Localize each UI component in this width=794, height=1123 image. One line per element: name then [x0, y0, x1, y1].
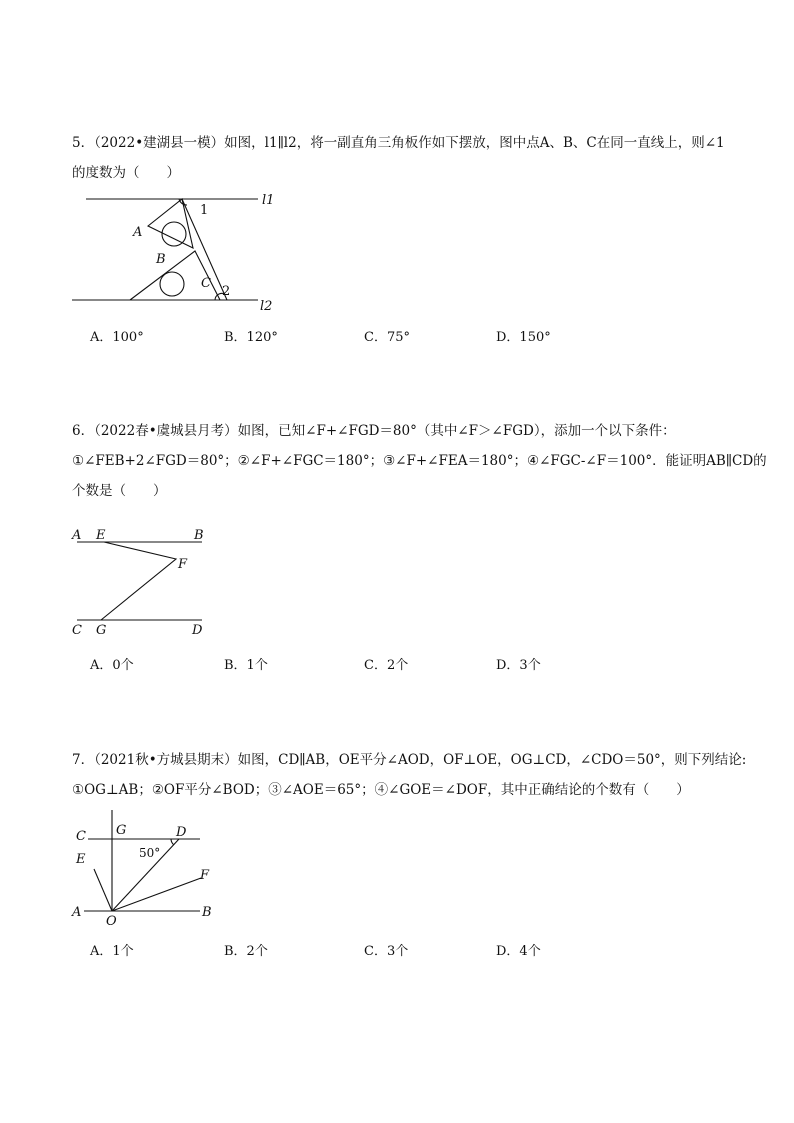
ray-oe: [94, 869, 112, 911]
ray-of: [112, 878, 201, 911]
option-a[interactable]: A．1个: [90, 944, 134, 959]
question-6-line-2: ①∠FEB+2∠FGD＝80°；②∠F+∠FGC＝180°；③∠F+∠FEA＝180°；④∠FGC-∠F＝100°．能证明AB∥CD的: [72, 453, 767, 469]
question-6-line-1: 6．（2022春•虞城县月考）如图，已知∠F+∠FGD＝80°（其中∠F＞∠FGD），添加一个以下条件：: [72, 423, 676, 439]
label-b: B: [202, 905, 212, 920]
label-a: A: [72, 528, 82, 543]
question-7-line-2: ①OG⊥AB；②OF平分∠BOD；③∠AOE＝65°；④∠GOE＝∠DOF，其中正确结论的个数有（ ）: [72, 782, 690, 798]
question-6-options: [90, 654, 650, 674]
question-7-figure: [66, 806, 226, 930]
option-a[interactable]: A．0个: [90, 658, 134, 673]
question-7: [72, 745, 747, 805]
label-e: E: [96, 528, 106, 543]
label-f: F: [200, 868, 210, 883]
label-b: B: [194, 528, 204, 543]
question-5-line-2: 的度数为（ ）: [72, 165, 180, 181]
label-g: G: [116, 823, 127, 838]
option-d[interactable]: D．4个: [496, 944, 541, 959]
label-d: D: [176, 825, 187, 840]
option-c[interactable]: C．3个: [364, 944, 409, 959]
label-l1: l1: [262, 193, 275, 208]
label-angle-2: 2: [222, 284, 231, 299]
label-e: E: [76, 852, 86, 867]
option-c[interactable]: C．2个: [364, 658, 409, 673]
triangle-upper: [148, 199, 193, 248]
label-angle-50: 50°: [139, 846, 161, 860]
line-efg: [101, 542, 176, 620]
option-a[interactable]: A．100°: [90, 330, 144, 345]
label-f: F: [178, 557, 188, 572]
label-c: C: [76, 829, 86, 844]
label-d: D: [192, 623, 203, 638]
option-b[interactable]: B．2个: [224, 944, 268, 959]
triangle-lower-hole: [160, 272, 184, 296]
option-b[interactable]: B．1个: [224, 658, 268, 673]
question-7-options: [90, 940, 650, 960]
option-b[interactable]: B．120°: [224, 330, 278, 345]
option-c[interactable]: C．75°: [364, 330, 410, 345]
question-7-line-1: 7．（2021秋•方城县期末）如图，CD∥AB，OE平分∠AOD，OF⊥OE，OG⊥CD，∠CDO＝50°，则下列结论:: [72, 752, 747, 768]
question-6-figure: [66, 524, 226, 640]
label-c: C: [201, 276, 211, 291]
question-5-options: [90, 326, 650, 346]
option-d[interactable]: D．150°: [496, 330, 551, 345]
label-o: O: [106, 914, 117, 929]
question-5-figure: [60, 188, 290, 318]
label-b: B: [156, 252, 166, 267]
label-angle-1: 1: [200, 203, 209, 218]
label-l2: l2: [260, 299, 273, 314]
question-5: [72, 128, 732, 188]
question-6-line-3: 个数是（ ）: [72, 483, 167, 499]
angle-cdo-arc: [171, 839, 174, 845]
label-g: G: [96, 623, 107, 638]
option-d[interactable]: D．3个: [496, 658, 541, 673]
question-6: [72, 416, 767, 506]
label-c: C: [72, 623, 82, 638]
question-5-line-1: 5．（2022•建湖县一模）如图，l1∥l2，将一副直角三角板作如下摆放，图中点A、B、C在同一直线上，则∠1: [72, 135, 725, 151]
label-a: A: [72, 905, 82, 920]
label-a: A: [133, 225, 143, 240]
